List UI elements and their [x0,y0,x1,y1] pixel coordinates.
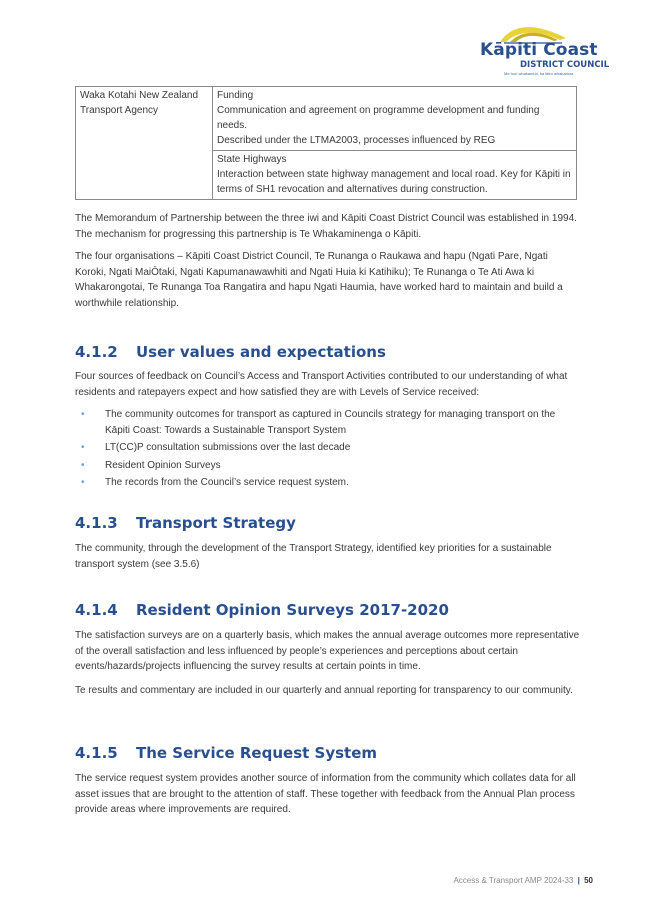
section-text: Te results and commentary are included in our quarterly and annual reporting for transparency to our community. [75,685,573,696]
table-state-highways-cell [213,151,577,200]
page-footer [453,876,593,885]
section-text: The service request system provides another source of information from the community which collates data for all asset issues that are brought to the attention of staff. These together with feedback from the Annual Plan process provide areas where improvements are required. [75,773,576,815]
funding-line: Communication and agreement on programme development and funding needs. [217,105,540,131]
section-number: 4.1.4 [75,601,118,619]
partner-table [75,86,577,200]
logo-tagline: Me huri whakamuri, ka titiro whakamua [504,71,574,76]
list-item: • Resident Opinion Surveys [75,458,580,474]
section-title: User values and expectations [136,343,386,361]
council-logo [470,20,610,80]
section-text: The community, through the development of the Transport Strategy, identified key priorities for a sustainable transport system (see 3.5.6) [75,543,552,570]
section-text: The satisfaction surveys are on a quarterly basis, which makes the annual average outcomes more representative of the overall satisfaction and less influenced by people’s experiences and perceptions about certain events/hazards/projects influencing the survey results at certain points in time. [75,630,580,672]
section-number: 4.1.5 [75,744,118,762]
bullet-icon: • [81,409,85,420]
list-item: • LT(CC)P consultation submissions over the last decade [75,440,580,456]
funding-heading: Funding [217,90,254,101]
section-title: Transport Strategy [136,514,296,532]
table-funding-cell [213,87,577,151]
state-highways-heading: State Highways [217,154,287,165]
footer-document-title: Access & Transport AMP 2024-33 [453,876,574,885]
funding-line: Described under the LTMA2003, processes influenced by REG [217,135,496,146]
section-heading-4-1-4 [75,601,449,619]
section-number: 4.1.2 [75,343,118,361]
section-heading-4-1-5 [75,744,377,762]
bullet-icon: • [81,459,85,471]
section-intro: Four sources of feedback on Council’s Access and Transport Activities contributed to our understanding of what residents and ratepayers expect and how satisfied they are with Levels of Service received: [75,371,568,398]
organisations-paragraph: The four organisations – Kāpiti Coast District Council, Te Runanga o Raukawa and hapu (Ngati Pare, Ngati Koroki, Ngati MaiŌtaki, Ngati Kapumanawawhiti and Ngati Huia ki Katihiku); Te Runanga o Te Ati Awa ki Whakarongotai, Te Runanga Toa Rangatira and hapu Ngati Haumia, have worked hard to maintain and build a worthwhile relationship. [75,251,563,309]
bullet-icon: • [81,477,85,488]
section-title: The Service Request System [136,744,378,762]
logo-subtitle: DISTRICT COUNCIL [520,60,610,70]
table-row [76,87,577,151]
table-org-cell: Waka Kotahi New Zealand Transport Agency [76,87,213,200]
section-heading-4-1-3 [75,514,296,532]
state-highways-line: Interaction between state highway management and local road. Key for Kāpiti in terms of SH1 revocation and alternatives during construction. [217,169,571,195]
section-number: 4.1.3 [75,514,118,532]
feedback-sources-list [75,407,580,493]
logo-name: Kāpiti Coast [480,40,598,60]
list-item: • The community outcomes for transport as captured in Councils strategy for managing transport on the Kāpiti Coast: Towards a Sustainable Transport System [81,409,556,436]
memorandum-paragraph: The Memorandum of Partnership between the three iwi and Kāpiti Coast District Council was established in 1994. The mechanism for progressing this partnership is Te Whakaminenga o Kāpiti. [75,213,577,240]
bullet-icon: • [81,442,85,453]
section-title: Resident Opinion Surveys 2017-2020 [136,601,449,619]
list-item: • The records from the Council’s service request system. [75,475,580,491]
footer-separator: | [577,876,580,885]
page-number: 50 [584,876,593,885]
section-heading-4-1-2 [75,343,386,361]
